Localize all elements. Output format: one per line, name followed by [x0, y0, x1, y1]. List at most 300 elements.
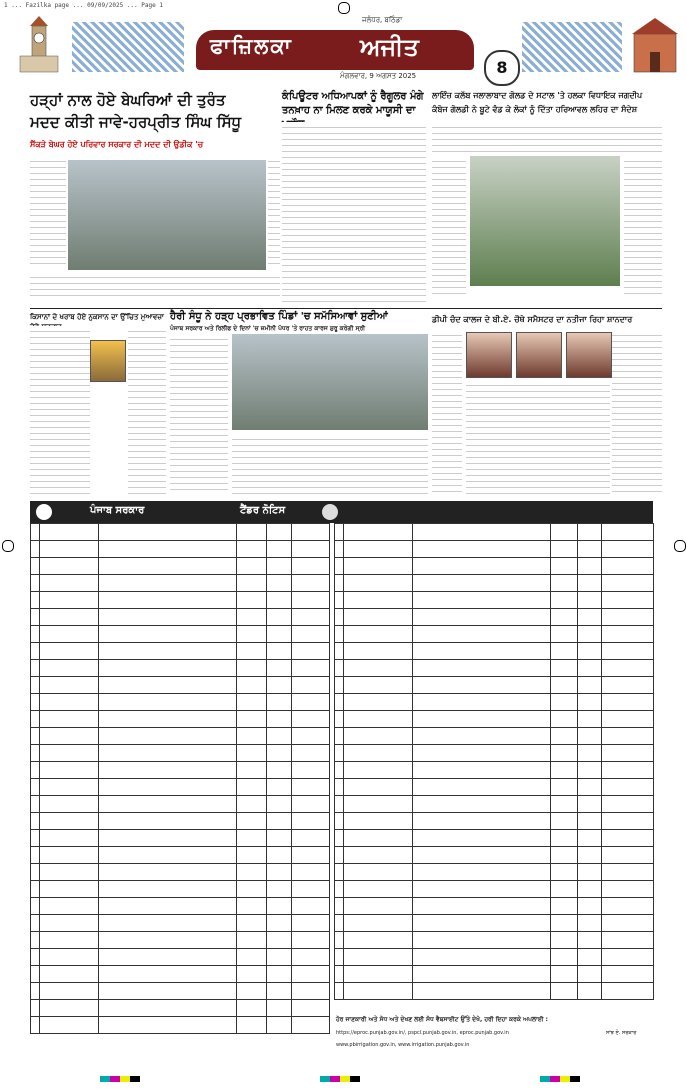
table-cell — [413, 796, 551, 813]
table-cell — [335, 864, 344, 881]
lead-body-bottom — [30, 272, 280, 300]
table-cell — [39, 609, 99, 626]
table-cell — [335, 813, 344, 830]
table-cell — [99, 745, 237, 762]
sandhu-subhead: ਪੰਜਾਬ ਸਰਕਾਰ ਅਤੇ ਰਿਲੀਫ ਦੇ ਦਿਨਾਂ 'ਚ ਜ਼ਮੀਨੀ ਪੱਧਰ 'ਤੇ ਰਾਹਤ ਕਾਰਜ ਸ਼ੁਰੂ ਕਰੇਗੀ ਸ੍ਰੀ — [170, 325, 366, 332]
table-cell — [99, 711, 237, 728]
table-cell — [577, 779, 601, 796]
table-cell — [335, 558, 344, 575]
table-cell — [602, 592, 654, 609]
table-cell — [413, 592, 551, 609]
table-cell — [237, 983, 267, 1000]
table-cell — [39, 966, 99, 983]
table-cell — [577, 626, 601, 643]
table-cell — [343, 660, 412, 677]
table-cell — [237, 677, 267, 694]
table-cell — [39, 1000, 99, 1017]
table-cell — [577, 558, 601, 575]
table-cell — [343, 966, 412, 983]
tender-header — [30, 501, 653, 523]
table-cell — [335, 745, 344, 762]
table-row — [335, 881, 654, 898]
table-cell — [99, 847, 237, 864]
table-cell — [39, 677, 99, 694]
table-cell — [237, 575, 267, 592]
table-cell — [99, 932, 237, 949]
table-cell — [237, 949, 267, 966]
table-cell — [267, 728, 291, 745]
table-cell — [577, 762, 601, 779]
table-cell — [602, 966, 654, 983]
table-cell — [602, 796, 654, 813]
table-cell — [577, 813, 601, 830]
table-cell — [551, 779, 577, 796]
table-cell — [343, 830, 412, 847]
table-cell — [602, 915, 654, 932]
table-cell — [335, 830, 344, 847]
color-swatch-left — [100, 1076, 140, 1082]
table-cell — [291, 558, 329, 575]
table-cell — [343, 728, 412, 745]
table-cell — [237, 915, 267, 932]
lead-body-column — [30, 156, 66, 266]
table-cell — [291, 677, 329, 694]
table-row — [335, 575, 654, 592]
table-row — [31, 830, 330, 847]
table-row — [31, 915, 330, 932]
table-cell — [335, 694, 344, 711]
table-cell — [343, 524, 412, 541]
table-cell — [577, 881, 601, 898]
table-cell — [577, 796, 601, 813]
table-cell — [343, 609, 412, 626]
sandhu-body-left — [170, 334, 228, 494]
table-row — [335, 932, 654, 949]
table-row — [335, 745, 654, 762]
table-cell — [551, 728, 577, 745]
table-cell — [602, 728, 654, 745]
footer-links-1: https://eproc.punjab.gov.in/, pspcl.punjab.gov.in, eproc.punjab.gov.in — [336, 1030, 509, 1036]
table-cell — [602, 830, 654, 847]
table-cell — [99, 881, 237, 898]
table-row — [31, 541, 330, 558]
table-cell — [291, 762, 329, 779]
table-row — [335, 966, 654, 983]
tender-table-left-grid — [30, 523, 330, 1034]
table-cell — [39, 932, 99, 949]
table-cell — [343, 575, 412, 592]
table-cell — [577, 966, 601, 983]
table-cell — [551, 949, 577, 966]
table-cell — [267, 898, 291, 915]
table-cell — [577, 949, 601, 966]
table-cell — [237, 966, 267, 983]
table-cell — [602, 745, 654, 762]
table-cell — [551, 864, 577, 881]
table-cell — [551, 609, 577, 626]
table-cell — [237, 694, 267, 711]
table-row — [31, 796, 330, 813]
table-cell — [291, 728, 329, 745]
table-row — [31, 745, 330, 762]
table-cell — [343, 762, 412, 779]
table-cell — [31, 915, 40, 932]
table-cell — [602, 762, 654, 779]
table-cell — [267, 643, 291, 660]
table-cell — [31, 558, 40, 575]
table-cell — [31, 966, 40, 983]
table-row — [31, 711, 330, 728]
table-cell — [39, 626, 99, 643]
table-cell — [413, 575, 551, 592]
table-cell — [602, 660, 654, 677]
table-cell — [413, 949, 551, 966]
table-cell — [31, 898, 40, 915]
table-cell — [343, 626, 412, 643]
table-cell — [343, 541, 412, 558]
table-cell — [99, 677, 237, 694]
table-cell — [551, 694, 577, 711]
table-cell — [99, 949, 237, 966]
lions-headline-line2: ਕੰਬੋਜ ਗੋਲਡੀ ਨੇ ਬੂਟੇ ਵੰਡ ਕੇ ਲੋਕਾਂ ਨੂੰ ਦਿੱਤਾ ਹਰਿਆਵਲ ਲਹਿਰ ਦਾ ਸੰਦੇਸ਼ — [432, 105, 638, 114]
table-cell — [237, 796, 267, 813]
table-cell — [413, 813, 551, 830]
tender-government: ਪੰਜਾਬ ਸਰਕਾਰ — [90, 505, 145, 516]
table-cell — [335, 728, 344, 745]
table-row — [31, 847, 330, 864]
table-cell — [291, 847, 329, 864]
table-cell — [343, 847, 412, 864]
table-cell — [99, 915, 237, 932]
table-cell — [267, 592, 291, 609]
table-cell — [335, 592, 344, 609]
footer-links-2: www.pbirrigation.gov.in, www.irrigation.punjab.gov.in — [336, 1042, 470, 1048]
table-cell — [291, 796, 329, 813]
table-cell — [267, 745, 291, 762]
table-cell — [99, 779, 237, 796]
table-cell — [267, 779, 291, 796]
table-cell — [291, 541, 329, 558]
table-cell — [31, 1017, 40, 1034]
pattern-decoration-right — [522, 22, 622, 72]
table-cell — [551, 966, 577, 983]
table-cell — [577, 541, 601, 558]
issue-date: ਮੰਗਲਵਾਰ, 9 ਅਗਸਤ 2025 — [340, 72, 417, 80]
table-cell — [602, 779, 654, 796]
table-cell — [343, 643, 412, 660]
table-cell — [39, 864, 99, 881]
table-cell — [31, 813, 40, 830]
table-cell — [39, 1017, 99, 1034]
table-cell — [267, 983, 291, 1000]
table-cell — [335, 779, 344, 796]
table-cell — [39, 541, 99, 558]
table-cell — [99, 1000, 237, 1017]
table-cell — [335, 949, 344, 966]
table-cell — [551, 677, 577, 694]
table-cell — [335, 609, 344, 626]
table-cell — [237, 779, 267, 796]
table-cell — [343, 881, 412, 898]
building-illustration — [628, 16, 682, 76]
tender-table-right-grid — [334, 523, 654, 1000]
table-cell — [343, 915, 412, 932]
table-cell — [99, 813, 237, 830]
table-row — [31, 949, 330, 966]
table-cell — [99, 592, 237, 609]
punjab-emblem-icon — [36, 504, 52, 520]
table-cell — [39, 830, 99, 847]
table-cell — [413, 711, 551, 728]
pattern-decoration-left — [72, 22, 184, 72]
table-row — [31, 677, 330, 694]
table-cell — [31, 745, 40, 762]
table-cell — [602, 524, 654, 541]
table-cell — [551, 711, 577, 728]
table-row — [31, 983, 330, 1000]
table-cell — [551, 881, 577, 898]
table-cell — [343, 694, 412, 711]
table-row — [31, 558, 330, 575]
table-cell — [99, 524, 237, 541]
table-cell — [267, 1017, 291, 1034]
table-row — [335, 609, 654, 626]
table-cell — [237, 881, 267, 898]
table-cell — [551, 558, 577, 575]
table-cell — [551, 813, 577, 830]
table-cell — [237, 1000, 267, 1017]
table-cell — [39, 575, 99, 592]
table-cell — [602, 643, 654, 660]
table-cell — [267, 762, 291, 779]
table-cell — [291, 609, 329, 626]
table-cell — [343, 983, 412, 1000]
table-cell — [99, 694, 237, 711]
table-row — [335, 524, 654, 541]
table-cell — [551, 983, 577, 1000]
table-cell — [99, 728, 237, 745]
table-cell — [413, 830, 551, 847]
table-row — [31, 575, 330, 592]
farmers-body-right — [128, 326, 166, 496]
table-cell — [335, 796, 344, 813]
table-cell — [39, 592, 99, 609]
table-cell — [291, 864, 329, 881]
table-cell — [237, 745, 267, 762]
table-cell — [577, 983, 601, 1000]
table-cell — [335, 711, 344, 728]
table-cell — [551, 830, 577, 847]
college-body-left — [432, 330, 462, 494]
table-cell — [577, 524, 601, 541]
table-cell — [291, 643, 329, 660]
table-cell — [343, 779, 412, 796]
table-row — [335, 983, 654, 1000]
table-cell — [602, 541, 654, 558]
table-cell — [577, 847, 601, 864]
table-cell — [577, 592, 601, 609]
tender-title: ਟੈਂਡਰ ਨੋਟਿਸ — [240, 505, 286, 516]
table-cell — [291, 966, 329, 983]
table-row — [31, 1017, 330, 1034]
table-cell — [413, 609, 551, 626]
table-cell — [39, 915, 99, 932]
table-cell — [577, 898, 601, 915]
table-cell — [237, 932, 267, 949]
table-cell — [267, 830, 291, 847]
table-cell — [267, 915, 291, 932]
table-cell — [335, 626, 344, 643]
table-row — [31, 609, 330, 626]
table-cell — [343, 745, 412, 762]
table-row — [335, 592, 654, 609]
table-cell — [31, 847, 40, 864]
table-cell — [602, 847, 654, 864]
table-cell — [602, 983, 654, 1000]
table-cell — [39, 694, 99, 711]
registration-mark-top — [338, 2, 350, 14]
color-bar — [0, 1074, 687, 1084]
farmers-body — [30, 326, 90, 496]
table-cell — [602, 864, 654, 881]
table-cell — [291, 575, 329, 592]
table-row — [31, 762, 330, 779]
table-cell — [335, 966, 344, 983]
lions-body-top — [432, 122, 662, 152]
table-cell — [413, 745, 551, 762]
table-cell — [551, 575, 577, 592]
lions-body-left — [432, 156, 466, 296]
table-cell — [39, 898, 99, 915]
table-cell — [267, 813, 291, 830]
color-swatch-right — [540, 1076, 580, 1082]
table-cell — [335, 677, 344, 694]
lead-photo — [68, 160, 266, 270]
college-headline: ਡੀਪੀ ਚੰਦ ਕਾਲਜ ਦੇ ਬੀ.ਏ. ਚੌਥੇ ਸਮੈਸਟਰ ਦਾ ਨਤੀਜਾ ਰਿਹਾ ਸ਼ਾਨਦਾਰ — [432, 315, 633, 324]
table-cell — [577, 830, 601, 847]
table-cell — [335, 762, 344, 779]
table-cell — [335, 847, 344, 864]
table-cell — [267, 694, 291, 711]
table-cell — [551, 745, 577, 762]
college-body-bottom — [466, 380, 610, 494]
table-cell — [31, 711, 40, 728]
table-cell — [99, 864, 237, 881]
table-cell — [343, 677, 412, 694]
table-cell — [413, 864, 551, 881]
table-row — [31, 813, 330, 830]
table-cell — [602, 575, 654, 592]
edition-title: ਫਾਜ਼ਿਲਕਾ — [210, 34, 293, 58]
table-cell — [237, 864, 267, 881]
table-cell — [577, 915, 601, 932]
table-cell — [31, 762, 40, 779]
table-cell — [551, 592, 577, 609]
table-row — [31, 592, 330, 609]
edition-cities: ਜਲੰਧਰ, ਬਠਿੰਡਾ — [362, 16, 403, 24]
table-cell — [267, 847, 291, 864]
seal-icon — [322, 504, 338, 520]
table-row — [31, 660, 330, 677]
table-cell — [291, 830, 329, 847]
table-cell — [291, 813, 329, 830]
sandhu-body-bottom — [232, 434, 428, 494]
sandhu-photo — [232, 334, 428, 430]
table-cell — [343, 813, 412, 830]
table-cell — [577, 660, 601, 677]
table-cell — [99, 609, 237, 626]
table-cell — [413, 983, 551, 1000]
table-cell — [291, 983, 329, 1000]
table-cell — [39, 779, 99, 796]
table-row — [335, 711, 654, 728]
table-cell — [343, 711, 412, 728]
table-cell — [602, 881, 654, 898]
table-cell — [577, 711, 601, 728]
table-cell — [577, 643, 601, 660]
table-cell — [413, 677, 551, 694]
table-cell — [31, 575, 40, 592]
table-cell — [237, 1017, 267, 1034]
table-cell — [39, 762, 99, 779]
table-cell — [31, 694, 40, 711]
table-cell — [551, 643, 577, 660]
table-cell — [39, 983, 99, 1000]
lions-photo — [470, 156, 620, 286]
table-cell — [31, 949, 40, 966]
table-cell — [39, 558, 99, 575]
table-row — [31, 626, 330, 643]
table-cell — [413, 694, 551, 711]
table-cell — [237, 609, 267, 626]
table-cell — [413, 966, 551, 983]
table-cell — [291, 898, 329, 915]
table-cell — [413, 541, 551, 558]
table-cell — [551, 932, 577, 949]
table-row — [335, 898, 654, 915]
table-cell — [343, 949, 412, 966]
table-cell — [602, 626, 654, 643]
computer-body — [282, 122, 426, 304]
tender-table-right — [334, 523, 654, 1013]
farmers-headline: ਕਿਸਾਨਾਂ ਦੇ ਖਰਾਬ ਹੋਏ ਨੁਕਸਾਨ ਦਾ ਉੱਚਿਤ ਮੁਆਵਜ਼ਾ — [30, 313, 164, 321]
table-cell — [39, 660, 99, 677]
table-cell — [39, 711, 99, 728]
table-cell — [577, 694, 601, 711]
table-cell — [335, 541, 344, 558]
lead-headline-line1: ਹੜ੍ਹਾਂ ਨਾਲ ਹੋਏ ਬੇਘਰਿਆਂ ਦੀ ਤੁਰੰਤ — [30, 91, 226, 109]
table-row — [31, 1000, 330, 1017]
table-cell — [577, 864, 601, 881]
table-cell — [343, 932, 412, 949]
table-cell — [602, 932, 654, 949]
table-cell — [99, 626, 237, 643]
table-cell — [31, 541, 40, 558]
table-cell — [291, 745, 329, 762]
footer-line1: ਹੋਰ ਜਾਣਕਾਰੀ ਅਤੇ ਸੋਧ ਅਤੇ ਦੇਖਣ ਲਈ ਸੋਧ ਵੈਬਸਾਈਟ ਉੱਤੇ ਦੇਖੋ, ਹਰੀ ਦਿਹਾ ਕਰਕੇ ਅਪਲਾਈ : — [336, 1016, 548, 1023]
table-cell — [413, 626, 551, 643]
table-row — [335, 915, 654, 932]
table-cell — [267, 711, 291, 728]
sandhu-headline: ਹੈਰੀ ਸੰਧੂ ਨੇ ਹੜ੍ਹ ਪ੍ਰਭਾਵਿਤ ਪਿੰਡਾਂ 'ਚ ਸਮੱਸਿਆਵਾਂ ਸੁਣੀਆਂ — [170, 311, 388, 322]
table-row — [31, 694, 330, 711]
student-portrait-3 — [566, 332, 612, 378]
table-cell — [39, 524, 99, 541]
table-cell — [31, 932, 40, 949]
table-cell — [335, 898, 344, 915]
table-cell — [413, 643, 551, 660]
table-cell — [291, 711, 329, 728]
